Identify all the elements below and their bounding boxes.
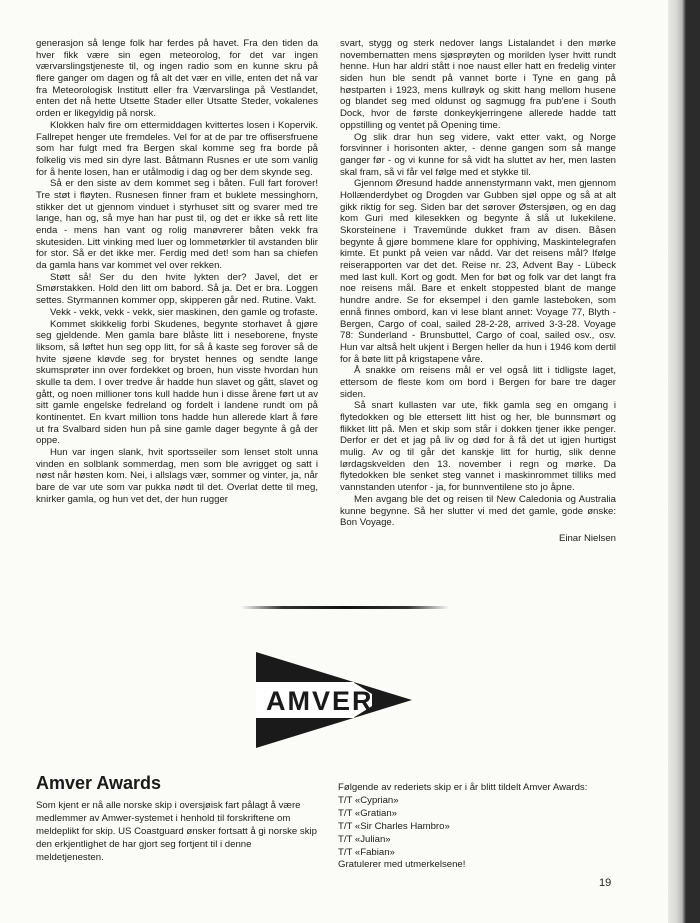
ship-item: T/T «Fabian» (338, 846, 395, 858)
paragraph: Gjennom Øresund hadde annenstyrmann vakt, men gjennom Hollænderdybet og Drogden var Gubben sjøl oppe og så at alt gikk riktig for seg. Siden bar det sørover Østersjøen, og en dag kom Guri med kilesekken og begynte å slå ut lukekilene. Skorsteinene i Travemünde dukket fram av disen. Båsen begynte å gjøre bommene klare for opphiving, Maskintelegrafen kimte. Et punkt på veien var nådd. Var det reisens mål? Ifølge reiserapporten var det det. Reise nr. 23, Advent Bay - Lübeck med last kull. Kort og godt. Men for bøt og folk var det langt fra noe reisens mål. Bare et enkelt stoppested blant de mange hundre andre. Se for eksempel i den gamle lasteboken, som ennå finnes ombord, kan vi lese blant annet: Voyage 77, Blyth - Bergen, Cargo of coal, sailed 28-2-28, arrived 3-3-28. Voyage 78: Sunderland - Brunsbuttel, Cargo of coal, sailed osv., osv. Hun var altså helt ukjent i Bergen heller da hun i 1946 kom dertil for å bøte litt på krigstapene våre. (340, 178, 616, 365)
awards-list (338, 782, 628, 872)
amver-pennant-logo (256, 652, 412, 748)
paragraph: Og slik drar hun seg videre, vakt etter vakt, og Norge forsvinner i horisonten akter, - denne gangen som så mange ganger før - og vi kunne for så vidt ha sluttet av her, men lasten skal fram, så vi får vel følge med et stykke til. (340, 131, 616, 178)
paragraph: Å snakke om reisens mål er vel også litt i tidligste laget, ettersom de fleste kom om bord i Bergen for bare tre dager siden. (340, 365, 616, 400)
ship-item: T/T «Sir Charles Hambro» (338, 820, 450, 832)
paragraph: Vekk - vekk, vekk - vekk, sier maskinen, den gamle og trofaste. (50, 306, 318, 318)
article-column-left (36, 38, 318, 506)
paragraph: svart, stygg og sterk nedover langs Listalandet i den mørke novembernatten mens sjøsprøyten og morilden lyser hvitt rundt henne. Hun har aldri stått i noe naust eller hatt en fredelig vinter siden hun ble sendt på vannet borte i Tyne en gang på høstparten i 1923, mens kullrøyk og skitt hang mellom husene og blandet seg med oldunst og sagmugg fra pub'ene i South Dock, hvor de første donkeykjerringene allerede hadde tatt oppstilling og ventet på Opening time. (340, 38, 616, 131)
article-column-right (340, 38, 616, 545)
ship-item: T/T «Julian» (338, 833, 391, 845)
section-divider (240, 606, 450, 609)
awards-closing: Gratulerer med utmerkelsene! (338, 859, 466, 871)
paragraph: Så er den siste av dem kommet seg i båten. Full fart forover! Tre støt i fløyten. Rusnesen finner fram et buklete messinghorn, stikker det ut gjennom vinduet i styrhuset sitt og svarer med tre lange, han og, så mye han har pust til, og det er ikke så rett lite enda - mens han vant og rolig manøvrerer båten vekk fra skutesiden. Litt vinking med luer og lommetørkler til avstanden blir for stor. Så er det ikke mer. Ferdig med det! som han sa chiefen da gamla hans var kommet vel over rekken. (36, 178, 318, 272)
paragraph: Klokken halv fire om ettermiddagen kvittertes losen i Kopervik. Fallrepet henger ute fremdeles. Vel for at de par tre offisersfruene som har fulgt med fra Bergen skal komme seg fra borde på folkelig vis med sin dyre last. Båtmann Rusnes er ute som vanlig for å hente losen, han er utålmodig i dag og ber dem skynde seg. (36, 119, 318, 178)
awards-list-intro: Følgende av rederiets skip er i år blitt tildelt Amver Awards: (338, 782, 588, 793)
ship-item: T/T «Gratian» (338, 807, 398, 819)
paragraph: Så snart kullasten var ute, fikk gamla seg en omgang i flytedokken og ble ettersett litt hist og her, ble bunnsmørt og flikket litt på. Men et skip som står i dokken tjener ikke penger. Derfor er det et jag på liv og død for å få det ut igjen hurtigst mulig. Av og til går det kanskje litt for hurtig, slik denne lørdagskvelden den 13. november i regn og mørke. Da flytedokken ble senket steg vannet i maskinrommet tilliks med vannstanden utenfor - ja, for bunnventilene sto jo åpne. (340, 400, 616, 494)
paragraph: generasjon så lenge folk har ferdes på havet. Fra den tiden da hver fikk være sin egen meteorolog, for det var ingen værvarslingstjeneste til, og ingen radio som en kunne skru på flere ganger om dagen og få alt det vær en ville, enten det nå var fra Meteorologisk Institutt eller fra Værvarslinga på Vestlandet, enten det nå hette Utsette Stader eller Utsatte Steder, vokalenes orden er likegyldig på norsk. (36, 38, 318, 120)
paragraph: Støtt så! Ser du den hvite lykten der? Javel, det er Smørstakken. Hold den litt om babord. Så ja. Det er bra. Loggen settes. Styrmannen kommer opp, skipperen går ned. Rutine. Vakt. (36, 271, 318, 307)
paragraph: Kommet skikkelig forbi Skudenes, begynte storhavet å gjøre seg gjeldende. Men gamla bare blåste litt i neseborene, fnyste liksom, så løftet hun seg opp litt, for så å kaste seg forover så de hvite sjøene kløvde seg for brystet hennes og sendte lange skumsprøter inn over fordekket og broen, hun visste hvordan hun skulle ta dem. I over tredve år hadde hun slavet og gått, slavet og gått, og noen millioner tons kull hadde hun i disse årene ført ut av sitt gamle engelske fedreland og fordelt i landene rundt om på kontinentet. En kvart million tons hadde hun allerede klart å føre ut fra Svalbard siden hun på sine gamle dager begynte å gå der oppe. (36, 318, 318, 447)
paragraph: Men avgang ble det og reisen til New Caledonia og Australia kunne begynne. Så her slutter vi med det gamle, gode ønske: Bon Voyage. (340, 493, 616, 529)
awards-intro: Som kjent er nå alle norske skip i oversjøisk fart pålagt å være medlemmer av Amwer-systemet i henhold til forskriftene om meldeplikt for skip. US Coastguard ønsker fortsatt å gi norske skip den erkjentlighet de har gjort seg fortjent til i denne meldetjenesten. (36, 800, 317, 863)
logo-text: AMVER (266, 686, 374, 716)
page-number: 19 (599, 877, 612, 889)
paragraph: Hun var ingen slank, hvit sportsseiler som lenset stolt unna vinden en solblank sommerdag, men som ble avrigget og satt i nøst når høsten kom. Nei, i allslags vær, sommer og vinter, ja, når bare de var ute som var pukka nødt til det. Overlat dette til meg, knirker gamla, og hun vet det, der hun rugger (36, 447, 318, 505)
author-signature: Einar Nielsen (558, 532, 616, 544)
awards-title: Amver Awards (36, 773, 162, 793)
page-edge-shadow (668, 0, 700, 923)
ship-item: T/T «Cyprian» (338, 794, 399, 806)
